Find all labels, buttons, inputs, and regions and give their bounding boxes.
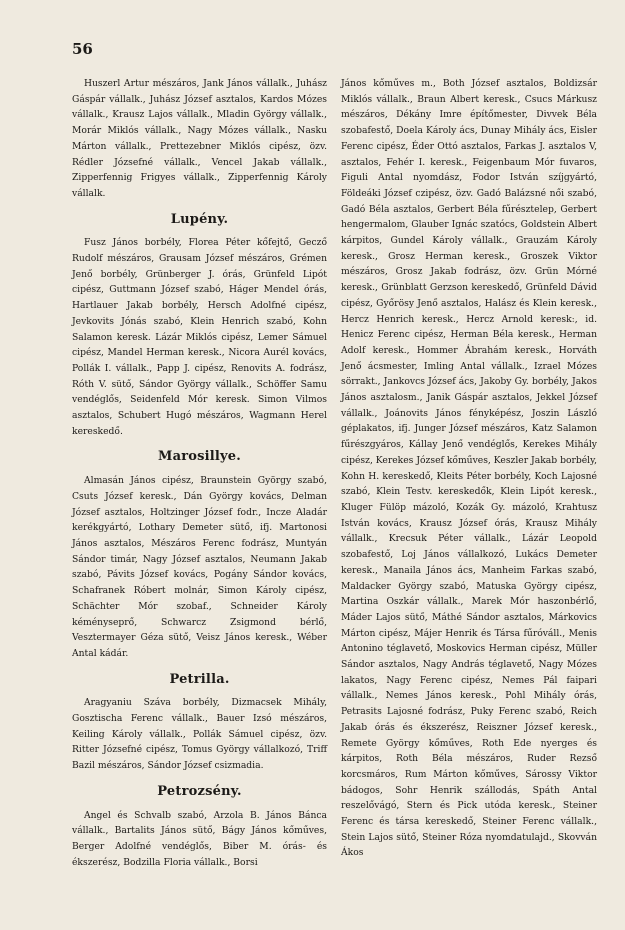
left-column (72, 76, 327, 870)
section-text-lupeny: Fusz János borbély, Florea Péter kőfejtő, Gecző Rudolf mészáros, Grausam József mészáros, Grémen Jenő borbély, Grünberger J. órás, Grünfeld Lipót cipész, Guttmann József szabó, Háger Mendel órás, Hartlauer Jakab borbély, Hersch Adolfné cipész, Jevkovits Jónás szabó, Klein Henrich szabó, Kohn Salamon keresk. Lázár Miklós cipész, Lemer Sámuel cipész, Mandel Herman keresk., Nicora Aurél kovács, Pollák I. vállalk., Papp J. cipész, Renovits A. fodrász, Róth V. sütő, Sándor György vállalk., Schöffer Samu vendéglős, Seidenfeld Mór keresk. Simon Vilmos asztalos, Schubert Hugó mészáros, Wagmann Herel kereskedő. (72, 237, 327, 437)
right-column-text: János kőműves m., Both József asztalos, Boldizsár Miklós vállalk., Braun Albert keresk., Csucs Márkusz mészáros, Dékány Imre építőmester, Divvek Béla szobafestő, Doela Károly ács, Dunay Mihály ács, Eisler Ferenc cipész, Éder Ottó asztalos, Farkas J. asztalos V, asztalos, Fehér I. keresk., Feigenbaum Mór fuvaros, Figuli Antal nyomdász, Fodor István szíjgyártó, Földeáki József czipész, özv. Gadó Balázsné női szabó, Gadó Béla asztalos, Gerbert Béla fűrésztelep, Gerbert hengermalom, Glauber Ignác szatócs, Goldstein Albert kárpitos, Gundel Károly vállalk., Grauzám Károly keresk., Grosz Herman keresk., Groszek Viktor mészáros, Grosz Jakab fodrász, özv. Grün Mórné keresk., Grünblatt Gerzson kereskedő, Grünfeld Dávid cipész, Győrösy Jenő asztalos, Halász és Klein keresk., Hercz Henrich keresk., Hercz Arnold kereskː, id. Henicz Ferenc cipész, Herman Béla keresk., Herman Adolf keresk., Hommer Ábrahám keresk., Horváth Jenő ácsmester, Imling Antal vállalk., Izrael Mózes sörrakt., Jankovcs József ács, Jakoby Gy. borbély, Jakos János asztalosm., Janik Gáspár asztalos, Jekkel József vállalk., Joánovits János fényképész, Joszin László géplakatos, ifj. Junger József mészáros, Katz Salamon fűrészgyáros, Kállay Jenő vendéglős, Kerekes Mihály cipész, Kerekes József kőműves, Keszler Jakab borbély, Kohn H. kereskedő, Kleits Péter borbély, Koch Lajosné szabó, Klein Testv. kereskedők, Klein Lipót keresk., Kluger Fülöp mázoló, Kozák Gy. mázoló, Krahtusz István kovács, Krausz József órás, Krausz Mihály vállalk., Krecsuk Péter vállalk., Lázár Leopold szobafestő, Loj János vállalkozó, Lukács Demeter keresk., Manaila János ács, Manheim Farkas szabó, Maldacker György szabó, Matuska György cipész, Martina Oszkár vállalk., Marek Mór haszonbérlő, Máder Lajos sütő, Máthé Sándor asztalos, Márkovics Márton cipész, Májer Henrik és Társa fűróváll., Menis Antonino téglavető, Moskovics Herman cipész, Müller Sándor asztalos, Nagy András téglavető, Nagy Mózes lakatos, Nagy Ferenc cipész, Nemes Pál faipari vállalk., Nemes János keresk., Pohl Mihály órás, Petrasits Lajosné fodrász, Puky Ferenc szabó, Reich Jakab órás és ékszerész, Reiszner József keresk., Remete György kőműves, Roth Ede nyerges és kárpitos, Roth Béla mészáros, Ruder Rezső korcsmáros, Rum Márton kőműves, Sárossy Viktor bádogos, Sohr Henrik szállodás, Spáth Antal reszelővágó, Stern és Pick utóda keresk., Steiner Ferenc és társa kereskedő, Steiner Ferenc vállalk., Stein Lajos sütő, Steiner Róza nyomdatulajd., Skovván Ákos (341, 78, 598, 859)
right-column (341, 76, 597, 861)
section-text-marosillye: Almasán János cipész, Braunstein György szabó, Csuts József keresk., Dán György kovács, Delman József asztalos, Holtzinger József fodr., Incze Aladár kerékgyártó, Lothary Demeter sütő, ifj. Martonosi János asztalos, Mészáros Ferenc fodrász, Muntyán Sándor timár, Nagy József asztalos, Neumann Jakab szabó, Pávits József kovács, Pogány Sándor kovács, Schafranek Róbert molnár, Simon Károly cipész, Schächter Mór szobaf., Schneider Károly kéményseprő, Schwarcz Zsigmond bérlő, Vesztermayer Géza sütő, Veisz János keresk., Wéber Antal kádár. (72, 475, 327, 659)
section-text-petrilla: Aragyaniu Száva borbély, Dizmacsek Mihály, Gosztischa Ferenc vállalk., Bauer Izsó mészáros, Keiling Károly vállalk., Pollák Sámuel cipész, özv. Ritter Józsefné cipész, Tomus György vállalkozó, Triff Bazil mészáros, Sándor József csizmadia. (72, 697, 327, 772)
section-title-petrozseny: Petrozsény. (157, 783, 242, 799)
section-text-petrozseny: Angel és Schvalb szabó, Arzola B. János Bánca vállalk., Bartalits János sütő, Bágy János kőműves, Berger Adolfné vendéglős, Biber M. órás- és ékszerész, Bodzilla Floria vállalk., Borsi (72, 809, 327, 868)
section-title-marosillye: Marosillye. (157, 449, 242, 465)
page-number: 56 (72, 40, 93, 58)
section-title-petrilla: Petrilla. (169, 671, 230, 687)
left-column-intro: Huszerl Artur mészáros, Jank János vállalk., Juhász Gáspár vállalk., Juhász József asztalos, Kardos Mózes vállalk., Krausz Lajos vállalk., Mladin György vállalk., Morár Miklós vállalk., Nagy Mózes vállalk., Nasku Márton vállalk., Prettezebner Miklós cipész, özv. Rédler Józsefné vállalk., Vencel Jakab vállalk., Zipperfennig Frigyes vállalk., Zipperfennig Károly vállalk. (72, 78, 327, 199)
section-title-lupeny: Lupény. (170, 211, 229, 227)
